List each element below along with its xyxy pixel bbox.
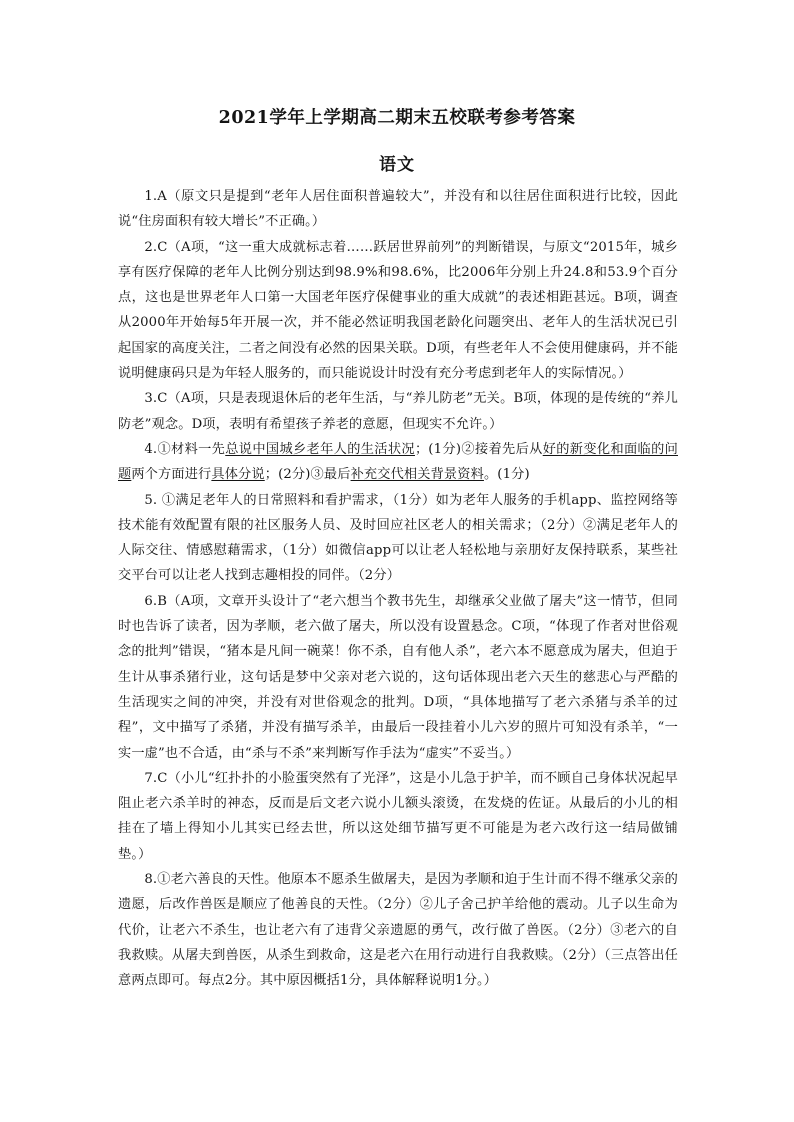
answer-item-7: 7.C（小儿“红扑扑的小脸蛋突然有了光泽”，这是小儿急于护羊，而不顾自己身体状况起早阻止老六杀羊时的神态，反而是后文老六说小儿额头滚烫，在发烧的佐证。从最后的小儿的相挂在了墙上得知小儿其实已经去世，所以这处细节描写更不可能是为老六改行这一结局做铺垫。） (118, 770, 678, 862)
answer-item-6: 6.B（A项，文章开头设计了“老六想当个教书先生，却继承父业做了屠夫”这一情节，但同时也告诉了读者，因为孝顺，老六做了屠夫，所以没有设置悬念。C项，“体现了作者对世俗观念的批判”错误，“猪本是凡间一碗菜！你不杀，自有他人杀”，老六本不愿意成为屠夫，但迫于生计从事杀猪行业，这句话是梦中父亲对老六说的，这句话体现出老六天生的慈悲心与严酷的生活现实之间的冲突，并没有对世俗观念的批判。D项，“具体地描写了老六杀猪与杀羊的过程”，文中描写了杀猪，并没有描写杀羊，由最后一段挂着小儿六岁的照片可知没有杀羊，“一实一虚”也不合适，由“杀与不杀”来判断写作手法为“虚实”不妥当。） (118, 593, 678, 761)
answer-4-part-e: 。(1分) (483, 467, 530, 483)
answer-4-underline-3: 具体分说 (211, 467, 265, 483)
page-title: 2021学年上学期高二期末五校联考参考答案 (218, 108, 576, 128)
answer-4-part-b: ；(1分)②接着先后从 (414, 441, 543, 457)
answer-item-3: 3.C（A项，只是表现退休后的老年生活，与“养儿防老”无关。B项，体现的是传统的“养儿防老”观念。D项，表明有希望孩子养老的意愿，但现实不允许。） (118, 391, 678, 432)
subject-heading: 语文 (379, 155, 415, 175)
answer-item-1: 1.A（原文只是提到“老年人居住面积普遍较大”，并没有和以往居住面积进行比较，因此说“住房面积有较大增长”不正确。） (118, 189, 678, 230)
answer-4-part-d: ；(2分)③最后 (264, 467, 351, 483)
answer-4-part-a: 4.①材料一先 (144, 441, 226, 457)
answer-4-underline-1: 总说中国城乡老年人的生活状况 (225, 441, 415, 457)
answer-4-part-c: 两个方面进行 (131, 467, 212, 483)
answer-item-2: 2.C（A项，“这一重大成就标志着……跃居世界前列”的判断错误，与原文“2015年，城乡享有医疗保障的老年人比例分别达到98.9%和98.6%，比2006年分别上升24.8和53.9个百分点，这也是世界老年人口第一大国老年医疗保健事业的重大成就”的表述相距甚远。B项，调查从2000年开始每5年开展一次，并不能必然证明我国老龄化问题突出、老年人的生活状况已引起国家的高度关注，二者之间没有必然的因果关联。D项，有些老年人不会使用健康码，并不能说明健康码只是为年轻人服务的，而只能说设计时没有充分考虑到老年人的实际情况。） (118, 239, 678, 382)
answer-4-underline-4: 补充交代相关背景资料 (350, 467, 484, 483)
answer-item-8: 8.①老六善良的天性。他原本不愿杀生做屠夫，是因为孝顺和迫于生计而不得不继承父亲的遗愿，后改作兽医是顺应了他善良的天性。（2分）②儿子舍己护羊给他的震动。儿子以生命为代价，让老六不杀生，也让老六有了违背父亲遗愿的勇气，改行做了兽医。（2分）③老六的自我救赎。从屠夫到兽医，从杀生到救命，这是老六在用行动进行自我救赎。（2分）（三点答出任意两点即可。每点2分。其中原因概括1分，具体解释说明1分。） (118, 872, 678, 989)
answer-item-5: 5. ①满足老年人的日常照料和看护需求，（1分）如为老年人服务的手机app、监控网络等技术能有效配置有限的社区服务人员、及时回应社区老人的相关需求；（2分）②满足老年人的人际交往、情感慰藉需求，（1分）如微信app可以让老人轻松地与亲朋好友保持联系，某些社交平台可以让老人找到志趣相投的同伴。（2分） (118, 492, 678, 584)
answer-item-4 (118, 437, 678, 488)
answer-4-underline-2: 好的新变化和面临的问题 (118, 441, 678, 483)
answer-list (118, 184, 678, 994)
